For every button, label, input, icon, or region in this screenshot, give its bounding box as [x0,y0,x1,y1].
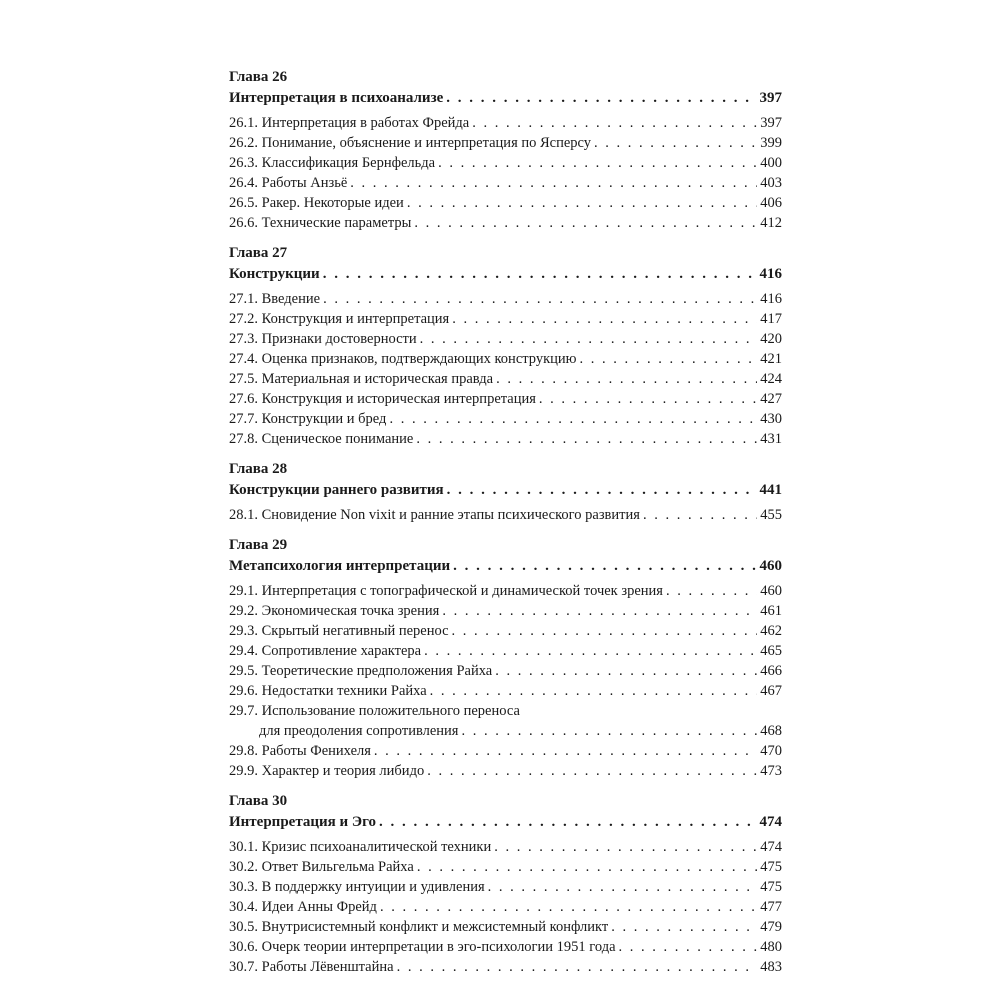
page-number: 417 [760,311,782,327]
table-of-contents [229,67,782,987]
toc-entry-row [229,429,782,449]
page-number: 441 [759,482,782,498]
toc-entry-row [229,641,782,661]
page-number: 397 [760,115,782,131]
dot-leader [446,88,756,109]
toc-entry-label: 30.3. В поддержку интуиции и удивления [229,879,485,895]
toc-entry-row [229,937,782,957]
toc-entry-label: 30.6. Очерк теории интерпретации в эго-психологии 1951 года [229,939,616,955]
chapter-heading: Глава 30 [229,793,288,809]
page-number: 468 [760,723,782,739]
toc-entry-label: 27.2. Конструкция и интерпретация [229,311,450,327]
toc-entry-label: 29.9. Характер и теория либидо [229,763,425,779]
toc-entry-label: 27.3. Признаки достоверности [229,331,417,347]
chapter-title-row [229,88,782,109]
dot-leader [452,309,757,329]
dot-leader [416,429,757,449]
toc-entry-label: 27.5. Материальная и историческая правда [229,371,494,387]
toc-entry-row [229,153,782,173]
dot-leader [496,369,757,389]
toc-entry-row [229,309,782,329]
toc-entry-label: 27.4. Оценка признаков, подтверждающих конструкцию [229,351,577,367]
dot-leader [407,193,757,213]
dot-leader [430,681,758,701]
page-number: 479 [760,919,782,935]
toc-entry-row [229,761,782,781]
dot-leader [323,289,757,309]
chapter-section [229,791,782,977]
toc-entry-row [229,505,782,525]
toc-entry-label: 30.1. Кризис психоаналитической техники [229,839,492,855]
toc-entry-label: 27.1. Введение [229,291,321,307]
toc-entry-label: 26.1. Интерпретация в работах Фрейда [229,115,470,131]
toc-entry-row [229,877,782,897]
dot-leader [414,213,757,233]
toc-entry-row [229,621,782,641]
toc-entry-label: 29.5. Теоретические предположения Райха [229,663,493,679]
toc-entry-row [229,741,782,761]
toc-entry-row [229,213,782,233]
page-number: 474 [760,839,782,855]
dot-leader [453,556,756,577]
chapter-title-label: Конструкции [229,266,320,282]
page-number: 406 [760,195,782,211]
toc-entry-label: 29.2. Экономическая точка зрения [229,603,440,619]
dot-leader [397,957,758,977]
toc-entry-label: 29.4. Сопротивление характера [229,643,422,659]
chapter-title-label: Интерпретация в психоанализе [229,90,444,106]
toc-entry-label: 27.7. Конструкции и бред [229,411,387,427]
toc-entry-row [229,369,782,389]
toc-entry-row [229,957,782,977]
toc-entry-row [229,173,782,193]
toc-entry-label: 26.3. Классификация Бернфельда [229,155,436,171]
toc-entry-label: 30.2. Ответ Вильгельма Райха [229,859,414,875]
page-number: 477 [760,899,782,915]
page-number: 474 [759,814,782,830]
page-number: 416 [760,291,782,307]
page-number: 397 [759,90,782,106]
dot-leader [643,505,757,525]
chapter-heading: Глава 26 [229,69,288,85]
dot-leader [611,917,757,937]
dot-leader [594,133,757,153]
dot-leader [539,389,757,409]
toc-entry-label: 26.5. Ракер. Некоторые идеи [229,195,404,211]
toc-entry-label: 29.7. Использование положительного переноса [229,703,520,719]
toc-entry-row [229,329,782,349]
toc-entry-label: 26.2. Понимание, объяснение и интерпретация по Ясперсу [229,135,592,151]
page-number: 483 [760,959,782,975]
dot-leader [442,601,757,621]
dot-leader [666,581,757,601]
page-number: 399 [760,135,782,151]
page-number: 461 [760,603,782,619]
toc-entry-label: 30.7. Работы Лёвенштайна [229,959,394,975]
dot-leader [350,173,757,193]
page-number: 480 [760,939,782,955]
toc-entry-row [229,389,782,409]
toc-entry-row [229,193,782,213]
dot-leader [438,153,757,173]
chapter-section [229,459,782,525]
page-number: 466 [760,663,782,679]
toc-entry-label: 29.6. Недостатки техники Райха [229,683,427,699]
page-number: 412 [760,215,782,231]
dot-leader [417,857,757,877]
page-number: 460 [759,558,782,574]
chapter-section [229,67,782,233]
toc-entry-label: 29.3. Скрытый негативный перенос [229,623,449,639]
chapter-heading: Глава 27 [229,245,288,261]
page-number: 460 [760,583,782,599]
toc-entry-row [229,857,782,877]
toc-entry-row [229,897,782,917]
dot-leader [389,409,757,429]
toc-entry-row [229,681,782,701]
page-number: 467 [760,683,782,699]
toc-entry-label: 26.4. Работы Анзьё [229,175,348,191]
dot-leader [494,837,757,857]
page-number: 403 [760,175,782,191]
chapter-title-row [229,556,782,577]
toc-entry-label: 26.6. Технические параметры [229,215,412,231]
toc-entry-row [229,133,782,153]
chapter-heading: Глава 28 [229,461,288,477]
page-number: 475 [760,859,782,875]
dot-leader [452,621,758,641]
dot-leader [461,721,757,741]
dot-leader [579,349,757,369]
toc-entry-label: 30.4. Идеи Анны Фрейд [229,899,377,915]
page-number: 470 [760,743,782,759]
dot-leader [447,480,757,501]
toc-entry-label: 27.8. Сценическое понимание [229,431,414,447]
dot-leader [619,937,758,957]
chapter-section [229,243,782,449]
dot-leader [427,761,757,781]
toc-entry-row [229,349,782,369]
page-number: 431 [760,431,782,447]
dot-leader [379,812,756,833]
toc-entry-row [229,917,782,937]
dot-leader [323,264,757,285]
page-number: 424 [760,371,782,387]
toc-entry-row [229,601,782,621]
dot-leader [374,741,757,761]
chapter-title-label: Метапсихология интерпретации [229,558,451,574]
toc-entry-label: 27.6. Конструкция и историческая интерпретация [229,391,536,407]
toc-entry-label: 30.5. Внутрисистемный конфликт и межсистемный конфликт [229,919,609,935]
toc-entry-continuation [229,721,782,741]
page-number: 455 [760,507,782,523]
toc-entry-label: 29.1. Интерпретация с топографической и динамической точек зрения [229,583,663,599]
toc-entry-row [229,701,782,721]
toc-entry-row [229,409,782,429]
dot-leader [472,113,757,133]
page-number: 462 [760,623,782,639]
toc-entry-row [229,113,782,133]
page-number: 430 [760,411,782,427]
page-number: 465 [760,643,782,659]
page-number: 475 [760,879,782,895]
page-number: 427 [760,391,782,407]
toc-entry-row [229,837,782,857]
toc-entry-label: 29.8. Работы Фенихеля [229,743,371,759]
dot-leader [424,641,757,661]
chapter-title-row [229,812,782,833]
toc-entry-row [229,661,782,681]
chapter-title-label: Конструкции раннего развития [229,482,444,498]
toc-entry-row [229,581,782,601]
chapter-title-row [229,480,782,501]
page-number: 420 [760,331,782,347]
page-number: 416 [759,266,782,282]
dot-leader [495,661,757,681]
chapter-title-row [229,264,782,285]
toc-entry-row [229,289,782,309]
toc-entry-label: 28.1. Сновидение Non vixit и ранние этапы психического развития [229,507,640,523]
chapter-heading: Глава 29 [229,537,288,553]
page-number: 421 [760,351,782,367]
chapter-title-label: Интерпретация и Эго [229,814,377,830]
dot-leader [420,329,758,349]
page-number: 400 [760,155,782,171]
page-number: 473 [760,763,782,779]
toc-entry-label-cont: для преодоления сопротивления [259,723,459,739]
chapter-section [229,535,782,781]
dot-leader [488,877,758,897]
dot-leader [380,897,757,917]
